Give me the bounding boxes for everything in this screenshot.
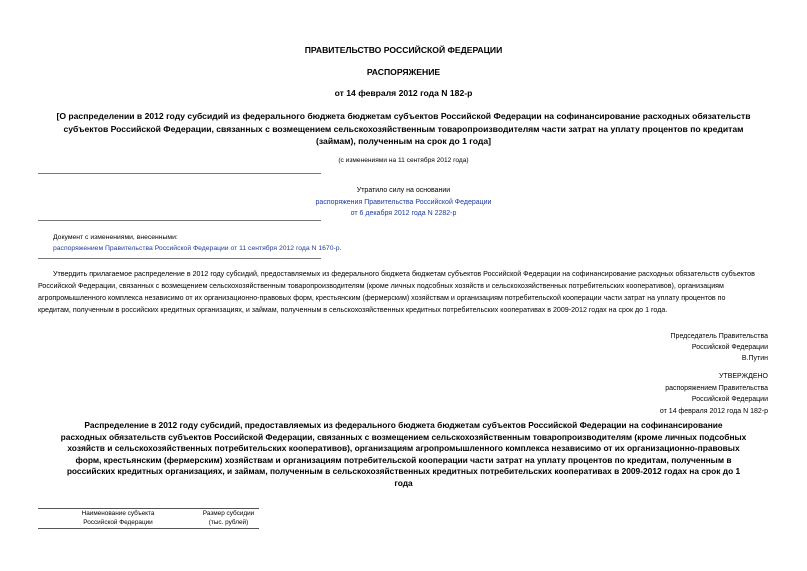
intro-paragraph xyxy=(38,268,770,316)
table-header-subject xyxy=(38,510,198,527)
approved-block xyxy=(660,371,768,417)
doc-title xyxy=(20,110,787,148)
distribution-title-line: российских кредитных организациях, и займам, полученным в сельскохозяйственных кредитных потребительских кооперативах в 2009-2012 годах на срок до 1 xyxy=(66,466,741,476)
table-header-bottom-border xyxy=(38,528,259,529)
signature-name: В.Путин xyxy=(741,355,768,362)
distribution-title-line: Распределение в 2012 году субсидий, предоставляемых из федерального бюджета бюджетам субъектов Российской Федерации на софинансирование xyxy=(84,420,723,430)
distribution-title-line: расходных обязательств субъектов Российской Федерации, связанных с возмещением сельскохозяйственным товаропроизводителям (кроме личных подсобных xyxy=(60,431,747,442)
changes-block xyxy=(53,232,341,254)
doc-date-number: от 14 февраля 2012 года N 182-р xyxy=(334,88,473,98)
expired-link[interactable]: распоряжения Правительства Российской Федерации xyxy=(315,198,492,206)
approved-line: УТВЕРЖДЕНО xyxy=(718,373,768,380)
table-top-border xyxy=(38,508,259,509)
changes-label: Документ с изменениями, внесенными: xyxy=(53,234,178,241)
approved-line: от 14 февраля 2012 года N 182-р xyxy=(659,407,768,415)
expired-notice xyxy=(260,185,547,220)
table-header-amount xyxy=(198,510,259,527)
intro-line: Российской Федерации, связанных с возмещением сельскохозяйственным товаропроизводителям (кроме личных подсобных хозяйств и сельскохозяйственных потребительских кооперативов), организациям xyxy=(38,282,724,290)
doc-title-line: (займам), полученным на срок до 1 года] xyxy=(316,136,491,146)
distribution-title-line: хозяйств и сельскохозяйственных потребительских кооперативов), организациям агропромышленного комплекса независимо от их организационно-правовых xyxy=(67,443,740,453)
doc-type: РАСПОРЯЖЕНИЕ xyxy=(366,67,441,77)
doc-title-line: [О распределении в 2012 году субсидий из федерального бюджета бюджетам субъектов Российской Федерации на софинансирование расходных обязательств xyxy=(56,111,751,121)
divider xyxy=(38,258,321,259)
table-header-subject-line: Наименование субъекта xyxy=(81,510,155,517)
divider xyxy=(38,220,321,221)
intro-line: кредитам, полученным в российских кредитных организациях, и займам, полученным в сельскохозяйственных кредитных потребительских кооперативах в 2009-2012 годах на срок до 1 года. xyxy=(38,306,668,314)
table-header-amount-line: Размер субсидии xyxy=(202,510,255,517)
signature-line: Российской Федерации xyxy=(691,344,768,351)
distribution-title-line: форм, крестьянским (фермерским) хозяйствам и организациям потребительской кооперации части затрат на уплату процентов по кредитам, полученным в xyxy=(75,454,732,465)
government-name: ПРАВИТЕЛЬСТВО РОССИЙСКОЙ ФЕДЕРАЦИИ xyxy=(304,45,503,55)
intro-line: агропромышленного комплекса независимо от их организационно-правовых форм, крестьянским (фермерским) хозяйствам и организациям потребительской кооперации части затрат на уплату процентов по xyxy=(38,294,726,302)
expired-link-date[interactable]: от 6 декабря 2012 года N 2282-р xyxy=(350,210,457,217)
approved-line: распоряжением Правительства xyxy=(665,384,768,392)
table-header-subject-line: Российской Федерации xyxy=(83,518,153,526)
intro-line: Утвердить прилагаемое распределение в 2012 году субсидий, предоставляемых из федерального бюджета бюджетам субъектов Российской Федерации на софинансирование расходных обязательств субъектов xyxy=(53,270,755,278)
divider xyxy=(38,173,321,174)
signature-line: Председатель Правительства xyxy=(670,333,768,340)
distribution-title xyxy=(20,420,787,489)
approved-line: Российской Федерации xyxy=(691,396,768,403)
table-header-amount-line: (тыс. рублей) xyxy=(208,518,249,526)
signature-block xyxy=(671,331,768,364)
amendment-note: (с изменениями на 11 сентября 2012 года) xyxy=(338,157,469,164)
changes-link[interactable]: распоряжением Правительства Российской Федерации от 11 сентября 2012 года N 1670-р. xyxy=(53,245,342,252)
expired-label: Утратило силу на основании xyxy=(356,187,451,194)
doc-title-line: субъектов Российской Федерации, связанных с возмещением сельскохозяйственным товаропроизводителям части затрат на уплату процентов по кредитам xyxy=(63,123,744,134)
distribution-title-line: года xyxy=(394,477,413,488)
